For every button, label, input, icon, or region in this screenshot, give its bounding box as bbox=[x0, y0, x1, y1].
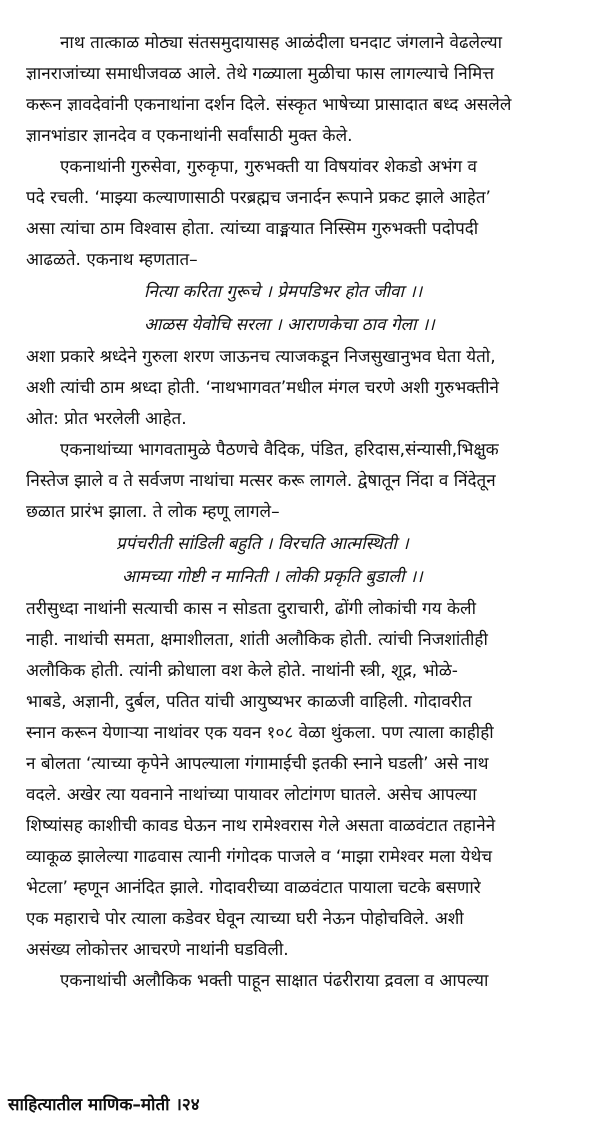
text-line: भेटला’ म्हणून आनंदित झाले. गोदावरीच्या वाळवंटात पायाला चटके बसणारे bbox=[26, 878, 481, 898]
paragraph-3 bbox=[26, 342, 580, 435]
text-line: नाही. नाथांची समता, क्षमाशीलता, शांती अलौकिक होती. त्यांची निजशांतीही bbox=[26, 630, 488, 650]
verse-block-1 bbox=[26, 276, 580, 342]
text-line: ज्ञानराजांच्या समाधीजवळ आले. तेथे गळ्याला मुळीचा फास लागल्याचे निमित्त bbox=[26, 64, 495, 84]
paragraph-5 bbox=[26, 594, 580, 966]
text-line: न बोलता ‘त्याच्या कृपेने आपल्याला गंगामाईची इतकी स्नाने घडली’ असे नाथ bbox=[26, 754, 489, 774]
text-line: भाबडे, अज्ञानी, दुर्बल, पतित यांची आयुष्यभर काळजी वाहिली. गोदावरीत bbox=[26, 692, 472, 712]
text-line: ज्ञानभांडार ज्ञानदेव व एकनाथांनी सर्वांसाठी मुक्त केले. bbox=[26, 126, 353, 146]
text-line: तरीसुध्दा नाथांनी सत्याची कास न सोडता दुराचारी, ढोंगी लोकांची गय केली bbox=[26, 599, 476, 619]
paragraph-2 bbox=[26, 152, 580, 276]
text-line: असंख्य लोकोत्तर आचरणे नाथांनी घडविली. bbox=[26, 940, 289, 960]
text-line: असा त्यांचा ठाम विश्वास होता. त्यांच्या वाङ्मयात निस्सिम गुरुभक्ती पदोपदी bbox=[26, 219, 479, 239]
footer-book-title-page-number: साहित्यातील माणिक–मोती ।२४ bbox=[8, 1095, 200, 1115]
verse-line: आमच्या गोष्टी न मानिती । लोकी प्रकृति बुडाली ।। bbox=[122, 567, 423, 587]
text-line: निस्तेज झाले व ते सर्वजण नाथांचा मत्सर करू लागले. द्वेषातून निंदा व निंदेतून bbox=[26, 471, 496, 491]
text-line: वदले. अखेर त्या यवनाने नाथांच्या पायावर लोटांगण घातले. असेच आपल्या bbox=[26, 785, 477, 805]
text-line: पदे रचली. ‘माझ्या कल्याणासाठी परब्रह्मच जनार्दन रूपाने प्रकट झाले आहेत’ bbox=[26, 188, 491, 208]
text-line: नाथ तात्काळ मोठ्या संतसमुदायासह आळंदीला घनदाट जंगलाने वेढलेल्या bbox=[60, 33, 503, 53]
page-footer bbox=[8, 1090, 200, 1121]
text-line: शिष्यांसह काशीची कावड घेऊन नाथ रामेश्वरास गेले असता वाळवंटात तहानेने bbox=[26, 816, 496, 836]
paragraph-6 bbox=[26, 966, 580, 997]
text-line: एक महाराचे पोर त्याला कडेवर घेवून त्याच्या घरी नेऊन पोहोचविले. अशी bbox=[26, 909, 464, 929]
paragraph-1 bbox=[26, 28, 580, 152]
verse-block-2 bbox=[26, 528, 580, 594]
text-line: ओत: प्रोत भरलेली आहेत. bbox=[26, 409, 187, 429]
text-line: आढळते. एकनाथ म्हणतात– bbox=[26, 250, 198, 270]
text-line: एकनाथांच्या भागवतामुळे पैठणचे वैदिक, पंडित, हरिदास,संन्यासी,भिक्षुक bbox=[60, 440, 499, 460]
text-line: करून ज्ञावदेवांनी एकनाथांना दर्शन दिले. संस्कृत भाषेच्या प्रासादात बध्द असलेले bbox=[26, 95, 512, 115]
text-line: अलौकिक होती. त्यांनी क्रोधाला वश केले होते. नाथांनी स्त्री, शूद्र, भोळे- bbox=[26, 661, 458, 681]
verse-line: प्रपंचरीती सांडिली बहुति । विरचति आत्मस्थिती । bbox=[116, 534, 409, 554]
text-line: स्नान करून येणाऱ्या नाथांवर एक यवन १०८ वेळा थुंकला. पण त्याला काहीही bbox=[26, 723, 494, 743]
text-line: छळात प्रारंभ झाला. ते लोक म्हणू लागले– bbox=[26, 502, 280, 522]
text-line: अशा प्रकारे श्रध्देने गुरुला शरण जाऊनच त्याजकडून निजसुखानुभव घेता येतो, bbox=[26, 347, 496, 367]
text-line: एकनाथांची अलौकिक भक्ती पाहून साक्षात पंढरीराया द्रवला व आपल्या bbox=[60, 971, 489, 991]
text-line: एकनाथांनी गुरुसेवा, गुरुकृपा, गुरुभक्ती या विषयांवर शेकडो अभंग व bbox=[60, 157, 477, 177]
paragraph-4 bbox=[26, 435, 580, 528]
text-line: व्याकूळ झालेल्या गाढवास त्यानी गंगोदक पाजले व ‘माझा रामेश्वर मला येथेच bbox=[26, 847, 493, 867]
verse-line: नित्या करिता गुरूचे । प्रेमपडिभर होत जीवा ।। bbox=[144, 282, 423, 302]
text-line: अशी त्यांची ठाम श्रध्दा होती. ‘नाथभागवत’मधील मंगल चरणे अशी गुरुभक्तीने bbox=[26, 378, 499, 398]
verse-line: आळस येवोचि सरला । आराणकेचा ठाव गेला ।। bbox=[144, 315, 435, 335]
